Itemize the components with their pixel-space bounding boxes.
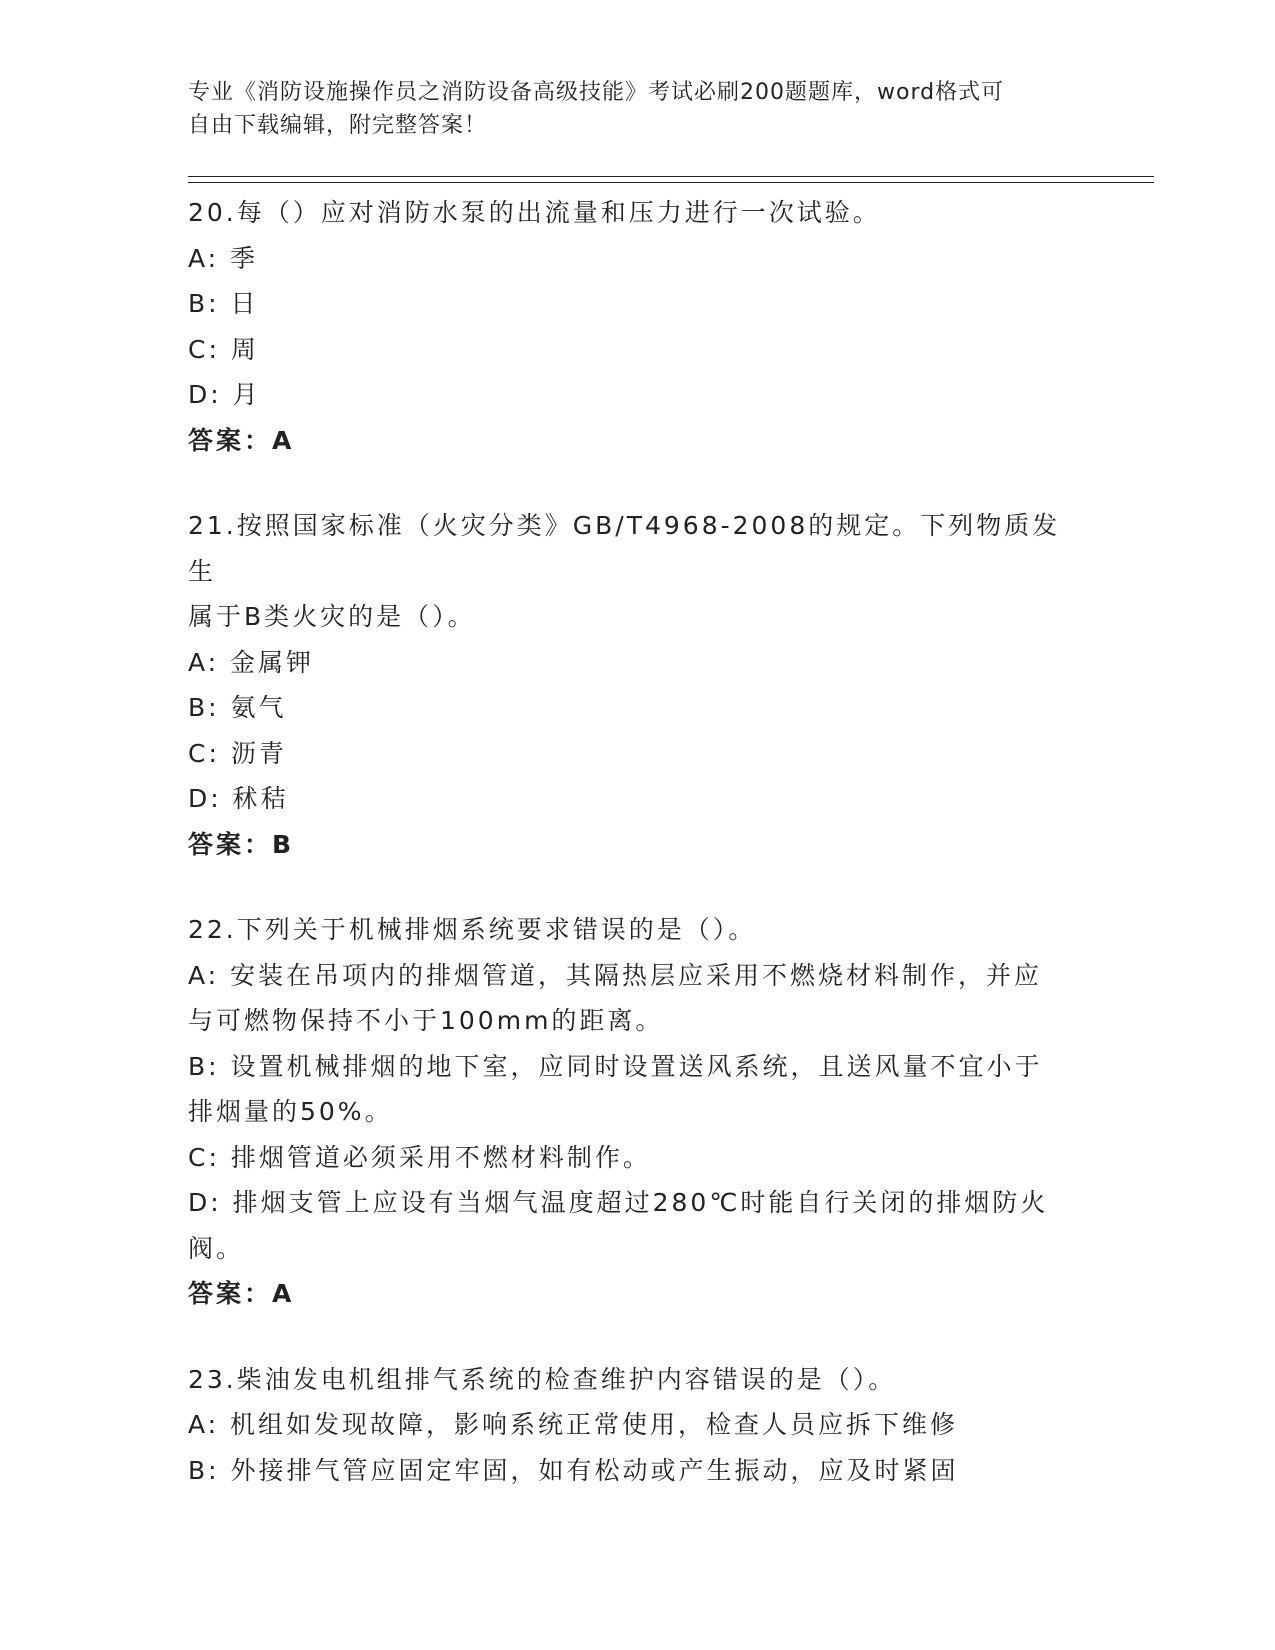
option-d: D: 排烟支管上应设有当烟气温度超过280℃时能自行关闭的排烟防火	[188, 1188, 1049, 1217]
option-a: A: 金属钾	[188, 647, 315, 677]
option-b: B: 外接排气管应固定牢固，如有松动或产生振动，应及时紧固	[188, 1455, 959, 1485]
question-stem: 23.柴油发电机组排气系统的检查维护内容错误的是（）。	[188, 1364, 897, 1394]
question-stem-continued: 属于B类火灾的是（）。	[188, 602, 476, 631]
question-stem: 21.按照国家标准（火灾分类》GB/T4968-2008的规定。下列物质发生	[188, 511, 1061, 586]
question-stem: 22.下列关于机械排烟系统要求错误的是（）。	[188, 915, 757, 944]
option-d: D: 月	[188, 380, 261, 409]
question-20	[188, 190, 1088, 463]
document-header	[188, 76, 1068, 142]
option-d: D: 秫秸	[188, 784, 289, 813]
question-22	[188, 907, 1088, 1317]
header-divider-top	[188, 176, 1154, 177]
question-23	[188, 1357, 1088, 1494]
option-b-continued: 排烟量的50%。	[188, 1097, 393, 1126]
option-c: C: 排烟管道必须采用不燃材料制作。	[188, 1142, 651, 1172]
option-a: A: 安装在吊项内的排烟管道，其隔热层应采用不燃烧材料制作，并应	[188, 960, 1043, 990]
question-list	[188, 190, 1088, 1533]
header-divider-bottom	[188, 182, 1154, 183]
option-a: A: 机组如发现故障，影响系统正常使用，检查人员应拆下维修	[188, 1410, 959, 1439]
question-stem: 20.每（）应对消防水泵的出流量和压力进行一次试验。	[188, 198, 881, 227]
answer-label: 答案：B	[188, 829, 295, 859]
question-21	[188, 503, 1088, 867]
option-c: C: 沥青	[188, 738, 287, 768]
answer-label: 答案：A	[188, 425, 295, 455]
header-line-1: 专业《消防设施操作员之消防设备高级技能》考试必刷200题题库，word格式可	[188, 80, 1005, 105]
option-b: B: 设置机械排烟的地下室，应同时设置送风系统，且送风量不宜小于	[188, 1051, 1043, 1081]
answer-label: 答案：A	[188, 1279, 295, 1308]
option-a-continued: 与可燃物保持不小于100mm的距离。	[188, 1006, 664, 1035]
option-a: A: 季	[188, 243, 259, 273]
option-b: B: 日	[188, 289, 259, 318]
option-d-continued: 阀。	[188, 1233, 245, 1263]
header-line-2: 自由下载编辑，附完整答案！	[188, 113, 488, 138]
option-b: B: 氨气	[188, 693, 287, 722]
option-c: C: 周	[188, 334, 259, 364]
